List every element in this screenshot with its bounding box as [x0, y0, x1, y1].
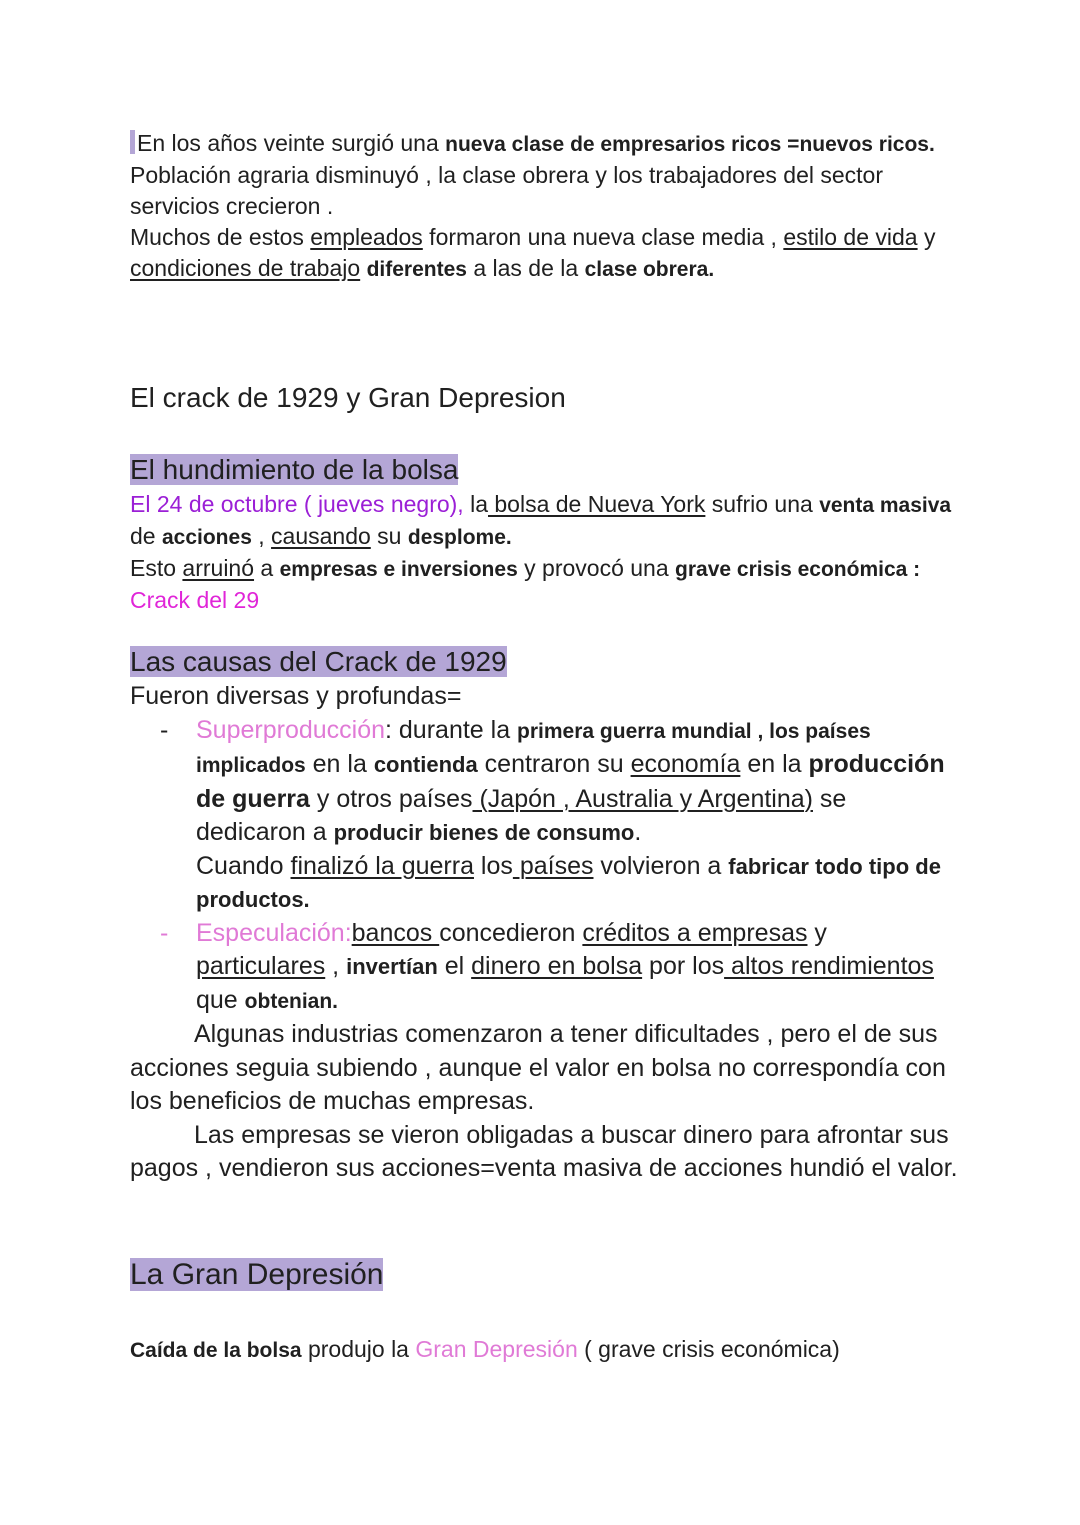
intro-paragraph-2: Población agraria disminuyó , la clase obrera y los trabajadores del sector servicios crecieron .	[130, 162, 884, 219]
intro-p3-text-c: formaron una nueva clase media ,	[422, 224, 784, 250]
sp-bienes-consumo: producir bienes de consumo	[333, 820, 635, 845]
causas-intro: Fueron diversas y profundas=	[130, 682, 462, 710]
sp-text-g: en la	[740, 750, 809, 778]
depresion-heading	[130, 1257, 960, 1293]
sp-produccion-guerra: producción de guerra	[196, 750, 945, 813]
intro-p3-text-e: y	[917, 224, 936, 250]
hundimiento-desplome: desplome.	[407, 526, 512, 549]
hundimiento-venta-masiva: venta masiva	[819, 494, 952, 517]
hundimiento-text-f: de	[130, 523, 162, 549]
esp-altos-rendimientos: altos rendimientos	[724, 952, 934, 980]
hundimiento-paragraph-2	[130, 553, 960, 616]
esp-text-b: concedieron	[439, 918, 583, 947]
intro-p1-bold: nueva clase de empresarios ricos =nuevos ricos.	[445, 133, 935, 156]
intro-p3-empleados: empleados	[310, 224, 423, 250]
esp-invertian: invertían	[346, 954, 438, 979]
sp-text-n: Cuando	[196, 851, 291, 880]
intro-p3-text-a: Muchos de estos	[130, 224, 311, 250]
hundimiento-grave-crisis: grave crisis económica :	[675, 558, 921, 581]
esp-text-f: ,	[325, 952, 347, 980]
intro-paragraph-1	[130, 128, 960, 160]
sp-finalizo: finalizó la guerra	[290, 851, 474, 880]
bullet-dash-1: -	[160, 715, 169, 744]
hundimiento-crack-29: Crack del 29	[130, 587, 260, 613]
hundimiento-paragraph-1	[130, 489, 960, 553]
sp-text-m: .	[634, 818, 642, 846]
hundimiento-bolsa-ny: bolsa de Nueva York	[488, 491, 706, 517]
causas-paragraph-3	[130, 1018, 960, 1119]
intro-section	[130, 128, 960, 285]
sp-text-a: : durante la	[385, 715, 518, 744]
esp-text-h: el	[437, 952, 472, 980]
hundimiento-causando: causando	[271, 523, 371, 549]
especulacion-label: Especulación:	[196, 918, 352, 947]
sp-paises-lista: (Japón , Australia y Argentina)	[472, 784, 813, 813]
sp-text-e: centraron su	[477, 750, 631, 778]
intro-p3-estilo: estilo de vida	[783, 224, 918, 250]
hundimiento-text-j: su	[370, 523, 408, 549]
depresion-section	[130, 1257, 960, 1293]
sp-fabricar: fabricar todo tipo de productos.	[196, 853, 941, 912]
esp-obtenian: obtenian.	[244, 989, 339, 1013]
depresion-heading-text: La Gran Depresión	[130, 1258, 384, 1291]
hundimiento-p2-text-e: y provocó una	[517, 555, 676, 581]
intro-p1-text: En los años veinte surgió una	[137, 130, 446, 156]
causas-heading-text: Las causas del Crack de 1929	[130, 646, 507, 677]
hundimiento-date: El 24 de octubre ( jueves negro),	[130, 491, 464, 517]
esp-text-j: por los	[642, 952, 725, 980]
sp-text-r: volvieron a	[593, 851, 729, 880]
esp-particulares: particulares	[196, 952, 326, 980]
hundimiento-empresas: empresas e inversiones	[279, 558, 518, 581]
depresion-text-b: produjo la	[301, 1336, 416, 1362]
sp-contienda: contienda	[373, 752, 478, 777]
hundimiento-text-b: la	[463, 491, 488, 517]
bullet-especulacion	[130, 917, 960, 1019]
intro-p3-diferentes: diferentes	[366, 258, 467, 281]
sp-primera-guerra: primera guerra mundial , los países implicados	[196, 719, 871, 777]
esp-text-d: y	[807, 918, 827, 947]
intro-paragraph-3	[130, 222, 960, 285]
sp-paises: países	[512, 851, 594, 880]
hundimiento-section	[130, 453, 960, 616]
sp-text-i: y otros países	[309, 784, 473, 813]
depresion-gran-depresion: Gran Depresión	[415, 1336, 578, 1362]
sp-text-k: se dedicaron a	[196, 784, 847, 846]
esp-bancos: bancos	[351, 918, 440, 947]
intro-p3-clase-obrera: clase obrera.	[584, 258, 715, 281]
esp-text-l: que	[196, 985, 245, 1014]
causas-heading	[130, 645, 960, 679]
intro-p3-text-i: a las de la	[466, 255, 585, 281]
depresion-text-d: ( grave crisis económica)	[577, 1336, 840, 1362]
causas-p4-text: Las empresas se vieron obligadas a buscar dinero para afrontar sus pagos , vendieron sus acciones=venta masiva de acciones hundió el valor.	[130, 1120, 958, 1182]
superproduccion-label: Superproducción	[196, 715, 386, 744]
hundimiento-text-h: ,	[251, 523, 272, 549]
section-title: El crack de 1929 y Gran Depresion	[130, 382, 566, 413]
bullet-superproduccion	[130, 714, 960, 917]
sp-text-p: los	[473, 851, 513, 880]
hundimiento-text-d: sufrio una	[705, 491, 820, 517]
sp-text-c: en la	[305, 750, 374, 778]
hundimiento-p2-text-a: Esto	[130, 555, 183, 581]
causas-paragraph-4	[130, 1119, 960, 1186]
hundimiento-heading	[130, 453, 960, 487]
bullet-dash-2: -	[160, 918, 169, 947]
text-cursor	[130, 130, 135, 154]
esp-creditos: créditos a empresas	[582, 918, 808, 947]
hundimiento-p2-text-c: a	[254, 555, 280, 581]
causas-p3-text: Algunas industrias comenzaron a tener dificultades , pero el de sus acciones seguia subiendo , aunque el valor en bolsa no correspondía con los beneficios de muchas empresas.	[130, 1020, 946, 1115]
depresion-caida: Caída de la bolsa	[130, 1339, 302, 1362]
hundimiento-arruino: arruinó	[182, 555, 255, 581]
sp-economia: economía	[630, 750, 741, 778]
hundimiento-heading-text: El hundimiento de la bolsa	[130, 454, 459, 485]
hundimiento-acciones: acciones	[161, 526, 252, 549]
esp-dinero-bolsa: dinero en bolsa	[471, 952, 643, 980]
depresion-paragraph	[130, 1334, 960, 1366]
intro-p3-condiciones: condiciones de trabajo	[130, 255, 361, 281]
causas-section	[130, 645, 960, 1186]
